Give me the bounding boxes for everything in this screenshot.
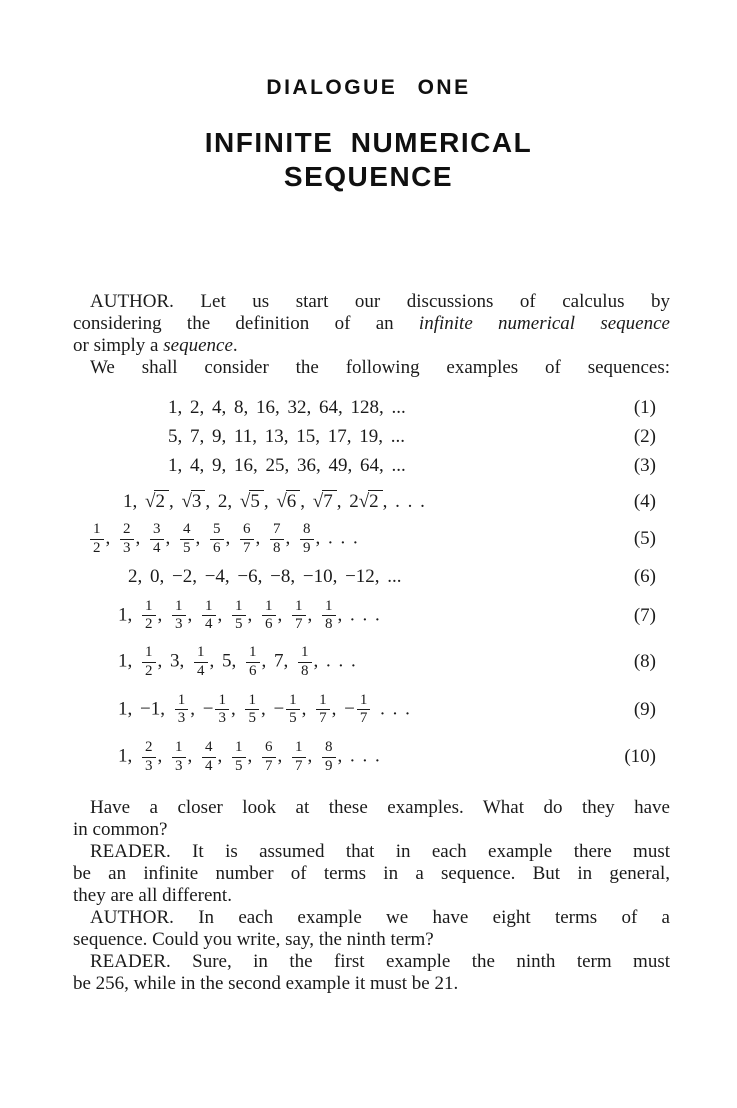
equation-number: (7) [633, 604, 656, 626]
paragraphs-top [73, 291, 670, 379]
paragraph-reader-assumed [73, 841, 670, 907]
fraction: $\frac{6}{7}$ [240, 522, 254, 557]
paragraphs-bottom [73, 797, 670, 995]
text-line: AUTHOR. Let us start our discussions of calculus by [90, 291, 670, 312]
equation-row [73, 521, 670, 558]
text-line: in common? [73, 818, 168, 840]
fraction: $\frac{1}{2}$ [142, 599, 156, 634]
text-line: they are all different. [73, 884, 232, 906]
square-root: √6 [276, 491, 300, 512]
equation-number: (1) [633, 397, 656, 418]
fraction: $\frac{1}{5}$ [286, 693, 300, 728]
paragraph-closer-look [73, 797, 670, 841]
equation-content: 1, 4, 9, 16, 25, 36, 49, 64, ... [168, 455, 406, 476]
fraction: $\frac{1}{2}$ [90, 522, 104, 557]
paragraph-author-intro [73, 291, 670, 357]
fraction: $\frac{1}{8}$ [322, 599, 336, 634]
equation-row [73, 739, 670, 776]
text-line: considering the definition of an infinite numerical sequence [73, 313, 670, 334]
square-root: √3 [181, 491, 205, 512]
text-line: READER. Sure, in the first example the ninth term must [90, 950, 670, 972]
equation-number: (10) [624, 746, 656, 768]
text-line: Have a closer look at these examples. What do they have [90, 796, 670, 818]
fraction: $\frac{1}{7}$ [292, 740, 306, 775]
fraction: $\frac{4}{5}$ [180, 522, 194, 557]
equation-row [73, 598, 670, 635]
fraction: $\frac{1}{8}$ [298, 645, 312, 680]
fraction: $\frac{2}{3}$ [120, 522, 134, 557]
equation-content: $\frac{1}{2}$ , $\frac{2}{3}$ , $\frac{3}{4}$ , $\frac{4}{5}$ , $\frac{5}{6}$ , $\frac{6}{7}$ , $\frac{7}{8}$ , $\frac{8}{9}$ , . . . [88, 521, 358, 558]
equation-number: (6) [633, 565, 656, 587]
text-line: AUTHOR. In each example we have eight terms of a [90, 906, 670, 928]
square-root: √2 [145, 491, 169, 512]
fraction: $\frac{3}{4}$ [150, 522, 164, 557]
equation-content: 1, √2 , √3 , 2, √5 , √6 , √7 , 2√2 , . . . [123, 491, 425, 512]
square-root: √5 [240, 491, 264, 512]
equation-content: 5, 7, 9, 11, 13, 15, 17, 19, ... [168, 426, 406, 447]
fraction: $\frac{6}{7}$ [262, 740, 276, 775]
equation-number: (9) [633, 698, 656, 720]
chapter-kicker: DIALOGUE ONE [266, 76, 471, 99]
fraction: $\frac{7}{8}$ [270, 522, 284, 557]
equation-row [73, 565, 670, 589]
equation-number: (2) [633, 426, 656, 447]
text-line: READER. It is assumed that in each example there must [90, 840, 670, 862]
chapter-title-line2: SEQUENCE [283, 161, 454, 192]
square-root: √7 [313, 491, 337, 512]
text-line: be 256, while in the second example it must be 21. [73, 972, 459, 994]
fraction: $\frac{1}{3}$ [215, 693, 229, 728]
fraction: $\frac{1}{4}$ [202, 599, 216, 634]
equation-row [73, 425, 670, 449]
chapter-title [0, 126, 737, 194]
equation-list [73, 396, 670, 776]
fraction: $\frac{5}{6}$ [210, 522, 224, 557]
page-body [73, 291, 670, 995]
text-line: We shall consider the following examples of sequences: [90, 357, 670, 378]
paragraph-author-eight-terms [73, 907, 670, 951]
italic-text: infinite numerical sequence [418, 313, 670, 334]
equation-number: (8) [633, 651, 656, 673]
fraction: $\frac{1}{5}$ [232, 740, 246, 775]
text-line: sequence. Could you write, say, the ninth term? [73, 928, 434, 950]
fraction: $\frac{1}{6}$ [246, 645, 260, 680]
fraction: $\frac{1}{5}$ [245, 693, 259, 728]
equation-number: (3) [633, 455, 656, 476]
equation-content: 1, $\frac{2}{3}$ , $\frac{1}{3}$ , $\frac{4}{4}$ , $\frac{1}{5}$ , $\frac{6}{7}$ , $\frac{1}{7}$ , $\frac{8}{9}$ , . . . [118, 739, 380, 774]
equation-row [73, 644, 670, 681]
equation-content: 1, 2, 4, 8, 16, 32, 64, 128, ... [168, 397, 406, 418]
fraction: $\frac{8}{9}$ [322, 740, 336, 775]
paragraph-reader-ninth-term [73, 951, 670, 995]
fraction: $\frac{1}{7}$ [357, 693, 371, 728]
equation-row [73, 454, 670, 478]
paragraph-consider-examples [73, 357, 670, 379]
equation-number: (5) [633, 528, 656, 550]
square-root: √2 [359, 491, 383, 512]
fraction: $\frac{1}{5}$ [232, 599, 246, 634]
fraction: $\frac{1}{6}$ [262, 599, 276, 634]
fraction: $\frac{1}{7}$ [292, 599, 306, 634]
fraction: $\frac{1}{3}$ [172, 599, 186, 634]
text-line: or simply a sequence. [73, 335, 238, 356]
equation-row [73, 490, 670, 514]
fraction: $\frac{1}{4}$ [194, 645, 208, 680]
chapter-title-line1: INFINITE NUMERICAL [204, 127, 533, 158]
equation-content: 1, $\frac{1}{2}$ , $\frac{1}{3}$ , $\frac{1}{4}$ , $\frac{1}{5}$ , $\frac{1}{6}$ , $\frac{1}{7}$ , $\frac{1}{8}$ , . . . [118, 597, 380, 633]
equation-number: (4) [633, 491, 656, 512]
fraction: $\frac{1}{3}$ [175, 693, 189, 728]
fraction: $\frac{2}{3}$ [142, 740, 156, 775]
equation-row [73, 396, 670, 420]
fraction: $\frac{1}{2}$ [142, 645, 156, 680]
fraction: $\frac{4}{4}$ [202, 740, 216, 775]
equation-content: 1, $\frac{1}{2}$ , 3, $\frac{1}{4}$ , 5, $\frac{1}{6}$ , 7, $\frac{1}{8}$ , . . . [118, 644, 356, 679]
equation-content: 1, −1, $\frac{1}{3}$ , − $\frac{1}{3}$ , $\frac{1}{5}$ , − $\frac{1}{5}$ , $\frac{1}{7}$ , − $\frac{1}{7}$ . . . [118, 691, 410, 727]
fraction: $\frac{1}{3}$ [172, 740, 186, 775]
equation-row [73, 692, 670, 729]
equation-content: 2, 0, −2, −4, −6, −8, −10, −12, ... [128, 565, 402, 587]
italic-text: sequence [163, 335, 233, 356]
fraction: $\frac{8}{9}$ [300, 522, 314, 557]
fraction: $\frac{1}{7}$ [316, 693, 330, 728]
text-line: be an infinite number of terms in a sequence. But in general, [73, 862, 670, 884]
